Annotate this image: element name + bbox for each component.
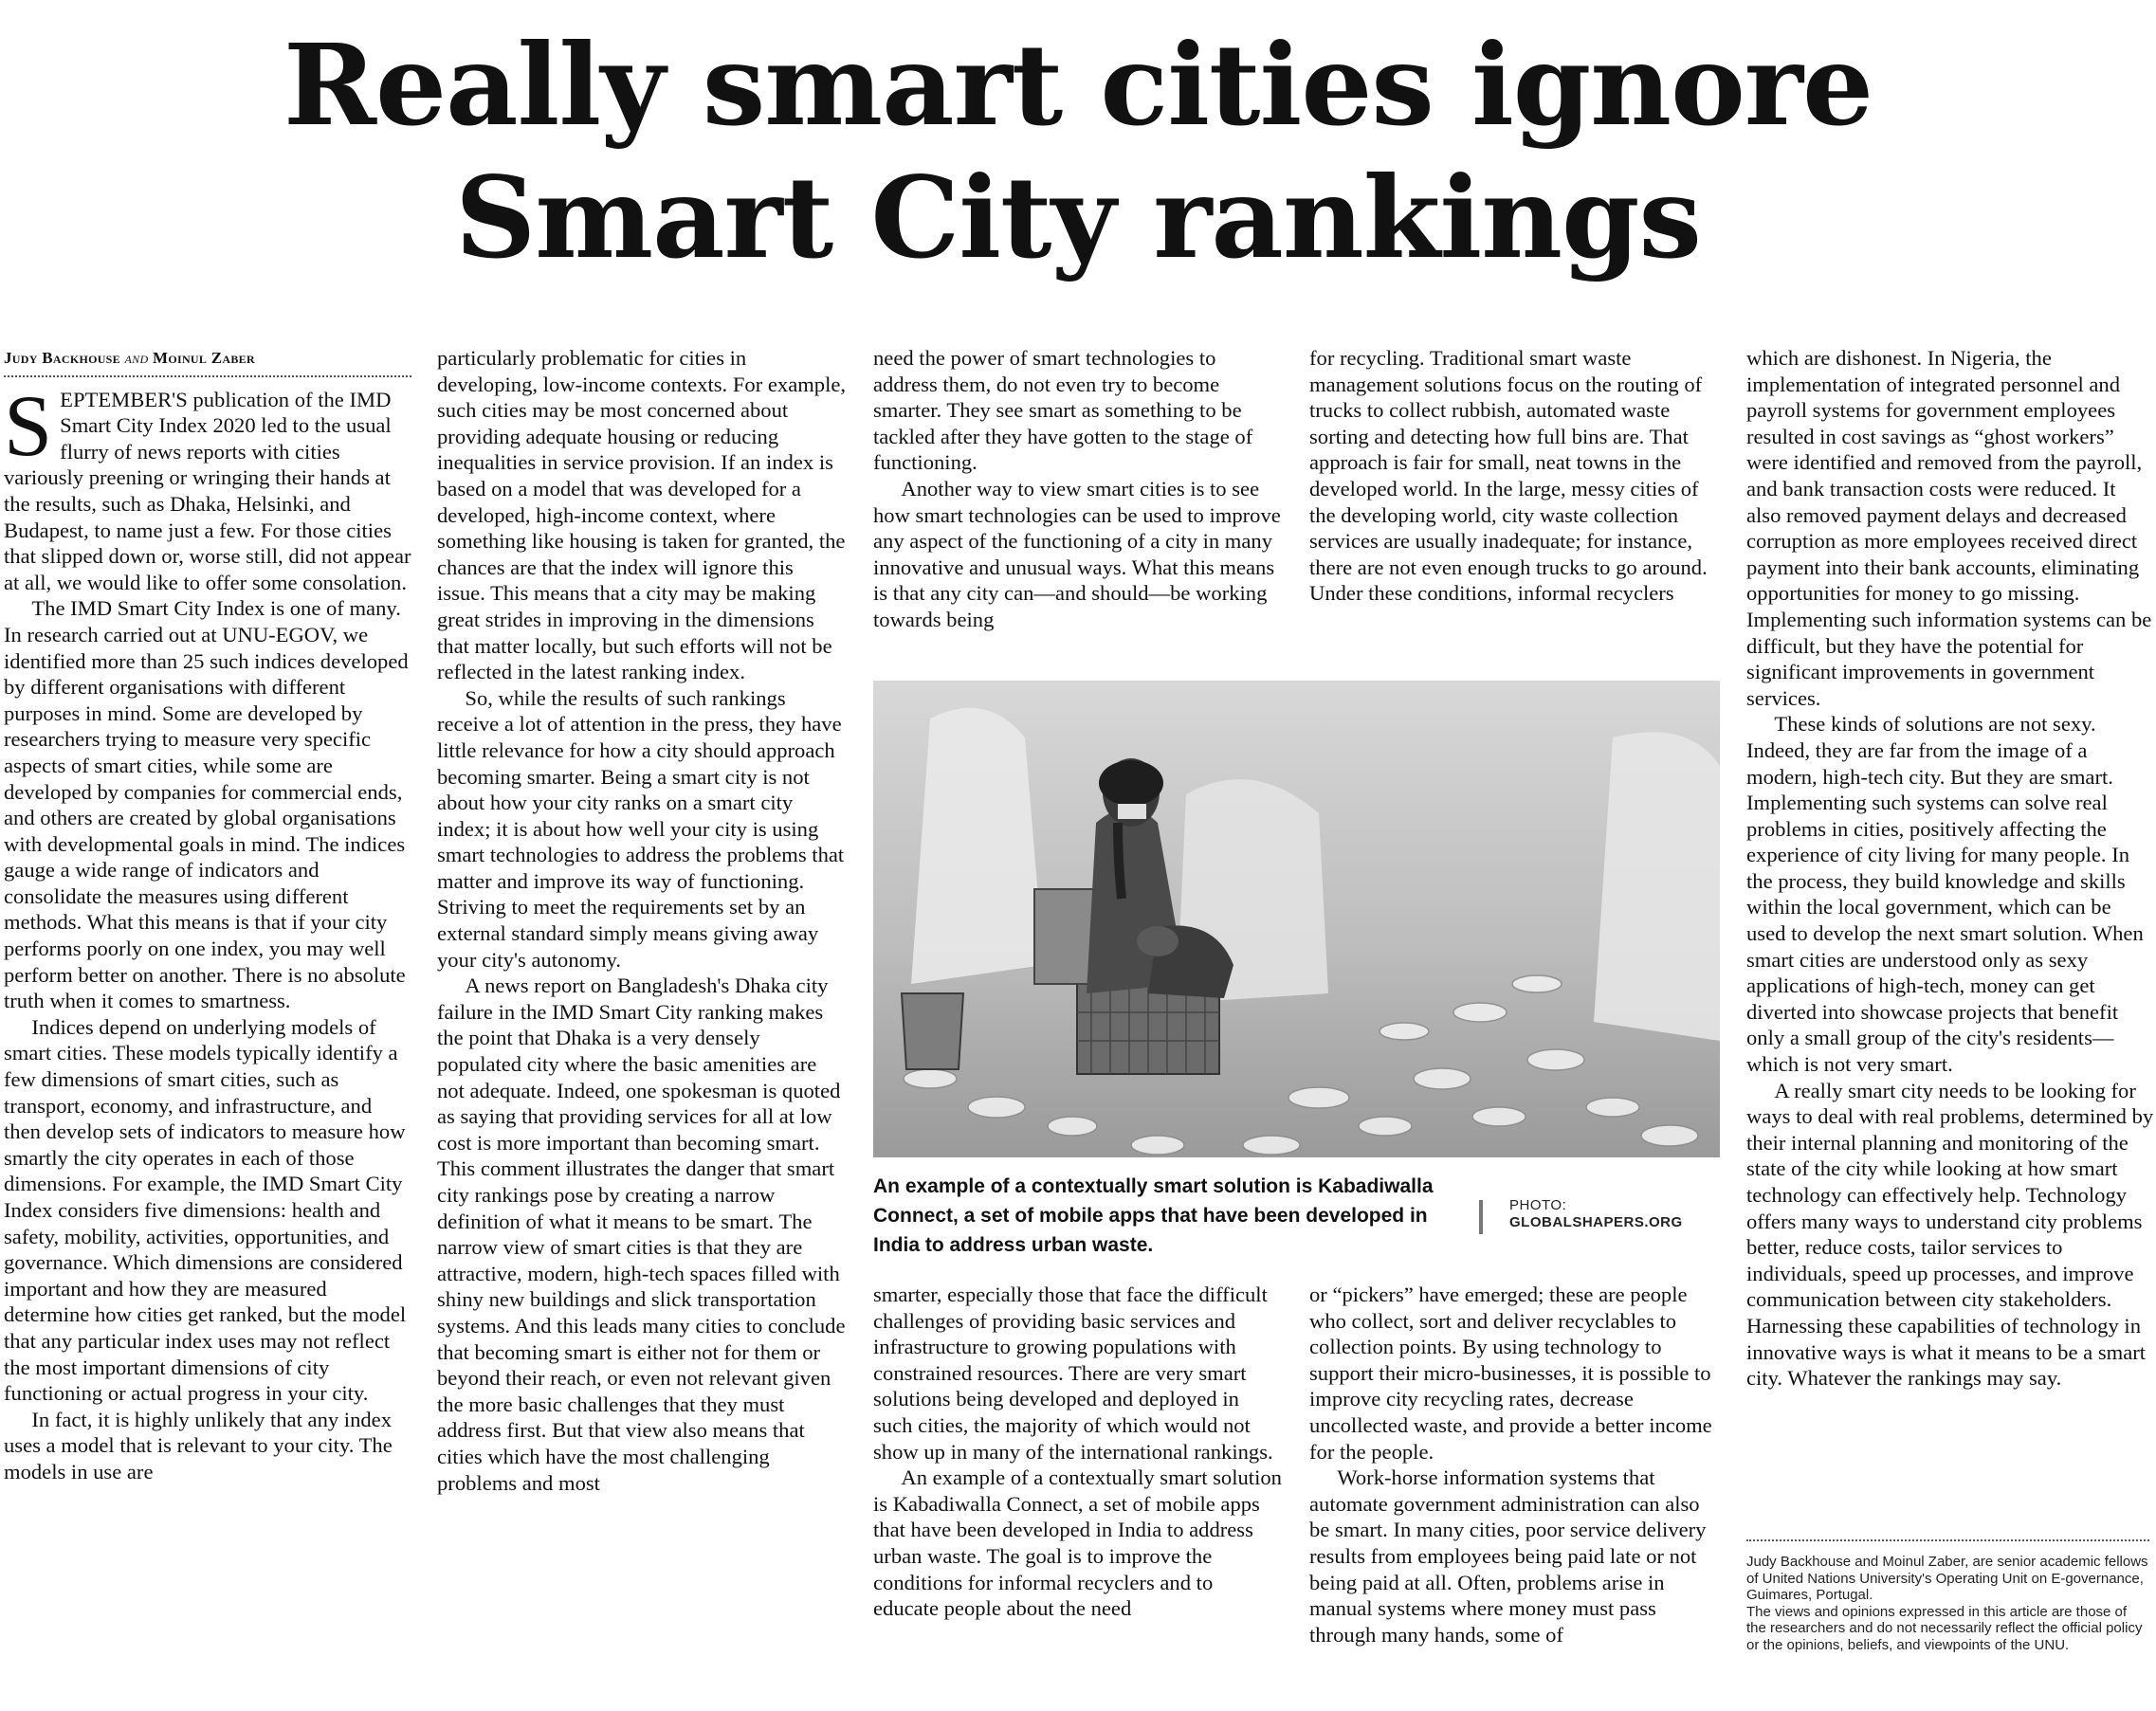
paragraph: A news report on Bangladesh's Dhaka city failure in the IMD Smart City ranking makes the point that Dhaka is a very densely populated city where the basic amenities are not adequate. Indeed, one spokesman is quoted as saying that providing services for all at low cost is more important than becoming smart. This comment illustrates the danger that smart city rankings pose by creating a narrow definition of what it means to be smart. The narrow view of smart cities is that they are attractive, modern, high-tech spaces filled with shiny new buildings and slick transportation systems. And this leads many cities to conclude that becoming smart is either not for them or beyond their reach, or even not relevant given the more basic challenges that they must address first. But that view also means that cities which have the most challenging problems and most [437,974,846,1495]
paragraph: A really smart city needs to be looking for ways to deal with real problems, determined by their internal planning and monitoring of the state of the city while looking at how smart technology can effectively help. Technology offers many ways to understand city problems better, reduce costs, tailor services to individuals, speed up processes, and improve communication between city stakeholders. Harnessing these capabilities of technology in innovative ways is what it means to be a smart city. Whatever the rankings may say. [1746,1078,2154,1391]
article-column-2 [437,345,847,1710]
headline-line-1: Really smart cities ignore [283,19,1873,151]
photo-credit [1509,1197,1727,1231]
paragraph: for recycling. Traditional smart waste management solutions focus on the routing of trucks to collect rubbish, automated waste sorting and detecting how full bins are. That approach is fair for small, neat towns in the developed world. In the large, messy cities of the developing world, city waste collection services are usually inadequate; for instance, there are not even enough trucks to go around. Under these conditions, informal recyclers [1309,346,1708,606]
article-column-3-top [873,345,1283,664]
endnote-disclaimer: The views and opinions expressed in this article are those of the researchers and do not necessarily reflect the official policy or the opinions, beliefs, and viewpoints of the UNU. [1746,1603,2143,1653]
byline [4,345,411,372]
endnote-authors: Judy Backhouse and Moinul Zaber, are senior academic fellows of United Nations University's Operating Unit on E-governance, Guimares, Portugal. [1746,1554,2148,1603]
paragraph-text: EPTEMBER'S publication of the IMD Smart City Index 2020 led to the usual flurry of news reports with cities variously preening or wringing their hands at the results, such as Dhaka, Helsinki, and Budapest, to name just a few. For those cities that slipped down or, worse still, did not appear at all, we would like to offer some consolation. [4,387,411,594]
paragraph: In fact, it is highly unlikely that any index uses a model that is relevant to your city. The models in use are [4,1407,393,1483]
paragraph: These kinds of solutions are not sexy. Indeed, they are far from the image of a modern, high-tech city. But they are smart. Implementing such systems can solve real problems in cities, positively affecting the experience of city living for many people. In the process, they build knowledge and skills within the local government, which can be used to develop the next smart solution. When smart cities are understood only as sexy applications of high-tech, money can get diverted into showcase projects that benefit only a small group of the city's residents—which is not very smart. [1746,712,2144,1077]
paragraph: Work-horse information systems that automate government administration can also be smart. In many cities, poor service delivery results from employees being paid late or not being paid at all. Often, problems arise in manual systems where money must pass through many hands, some of [1309,1465,1707,1647]
byline-author-1: Judy Backhouse [4,349,120,367]
article-column-3-bottom [873,1282,1283,1710]
article-column-5 [1746,345,2154,1535]
photo-caption: An example of a contextually smart solution is Kabadiwalla Connect, a set of mobile apps that have been developed in India to address urban waste. [873,1175,1434,1256]
byline-author-2: Moinul Zaber [153,349,255,367]
paragraph: The IMD Smart City Index is one of many. In research carried out at UNU-EGOV, we identified more than 25 such indices developed by different organisations with different purposes in mind. Some are developed by researchers trying to measure very specific aspects of smart cities, while some are developed by companies for commercial ends, and others are created by global organisations with developmental goals in mind. The indices gauge a wide range of indicators and consolidate the measures using different methods. What this means is that if your city performs poorly on one index, you may well perform better on another. There is no absolute truth when it comes to smartness. [4,596,409,1013]
author-endnote [1746,1554,2149,1653]
paragraph: Indices depend on underlying models of smart cities. These models typically identify a few dimensions of smart cities, such as transport, economy, and infrastructure, and then develop sets of indicators to measure how smartly the city operates in each of those dimensions. For example, the IMD Smart City Index considers five dimensions: health and safety, mobility, activities, opportunities, and governance. Which dimensions are considered important and how they are measured determine how cities get ranked, but the model that any particular index uses may not reflect the most important dimensions of city functioning or actual progress in your city. [4,1014,407,1406]
paragraph: particularly problematic for cities in developing, low-income contexts. For example, such cities may be most concerned about providing adequate housing or reducing inequalities in service provision. If an index is based on a model that was developed for a developed, high-income context, where something like housing is taken for granted, the chances are that the index will ignore this issue. This means that a city may be making great strides in improving in the dimensions that matter locally, but such efforts will not be reflected in the latest ranking index. [437,346,847,684]
photo-credit-source: GLOBALSHAPERS.ORG [1509,1214,1683,1230]
paragraph: or “pickers” have emerged; these are people who collect, sort and deliver recyclables to collection points. By using technology to support their micro-businesses, it is possible to improve city recycling rates, decrease uncollected waste, and provide a better income for the people. [1309,1283,1712,1464]
byline-and: and [124,349,149,367]
paragraph: So, while the results of such rankings receive a lot of attention in the press, they have little relevance for how a city should approach becoming smarter. Being a smart city is not about how your city ranks on a smart city index; it is about how well your city is using smart technologies to address the problems that matter and improve its way of functioning. Striving to meet the requirements set by an external standard simply means giving away your city's autonomy. [437,685,845,972]
article-column-1 [4,345,411,1710]
paragraph: smarter, especially those that face the difficult challenges of providing basic services and infrastructure to growing populations with constrained resources. There are very smart solutions being developed and deployed in such cities, the majority of which would not show up in many of the international rankings. [873,1283,1273,1464]
headline [0,19,2156,284]
endnote-rule [1746,1539,2149,1541]
paragraph: which are dishonest. In Nigeria, the implementation of integrated personnel and payroll systems for government employees resulted in cost savings as “ghost workers” were identified and removed from the payroll, and bank transaction costs were reduced. It also removed payment delays and decreased corruption as more employees received direct payment into their bank accounts, eliminating opportunities for money to go missing. Implementing such information systems can be difficult, but they have the potential for significant improvements in government services. [1746,346,2152,710]
drop-cap: S [4,376,53,474]
paragraph: need the power of smart technologies to address them, do not even try to become smarter. They see smart as something to be tackled after they have gotten to the stage of functioning. [873,346,1253,475]
paragraph: Another way to view smart cities is to see how smart technologies can be used to improve any aspect of the functioning of a city in many innovative and unusual ways. What this means is that any city can—and should—be working towards being [873,476,1281,631]
headline-line-2: Smart City rankings [455,152,1701,283]
article-column-4-bottom [1309,1282,1719,1710]
byline-rule [4,375,411,377]
recycling-worker-photo [873,681,1720,1157]
paragraph [4,376,411,596]
article-photo [873,681,1720,1157]
article-column-4-top [1309,345,1719,664]
paragraph: An example of a contextually smart solution is Kabadiwalla Connect, a set of mobile apps that have been developed in India to address urban waste. The goal is to improve the conditions for informal recyclers and to educate people about the need [873,1465,1282,1621]
photo-credit-label: PHOTO: [1509,1197,1567,1213]
photo-credit-bar [1479,1200,1483,1234]
